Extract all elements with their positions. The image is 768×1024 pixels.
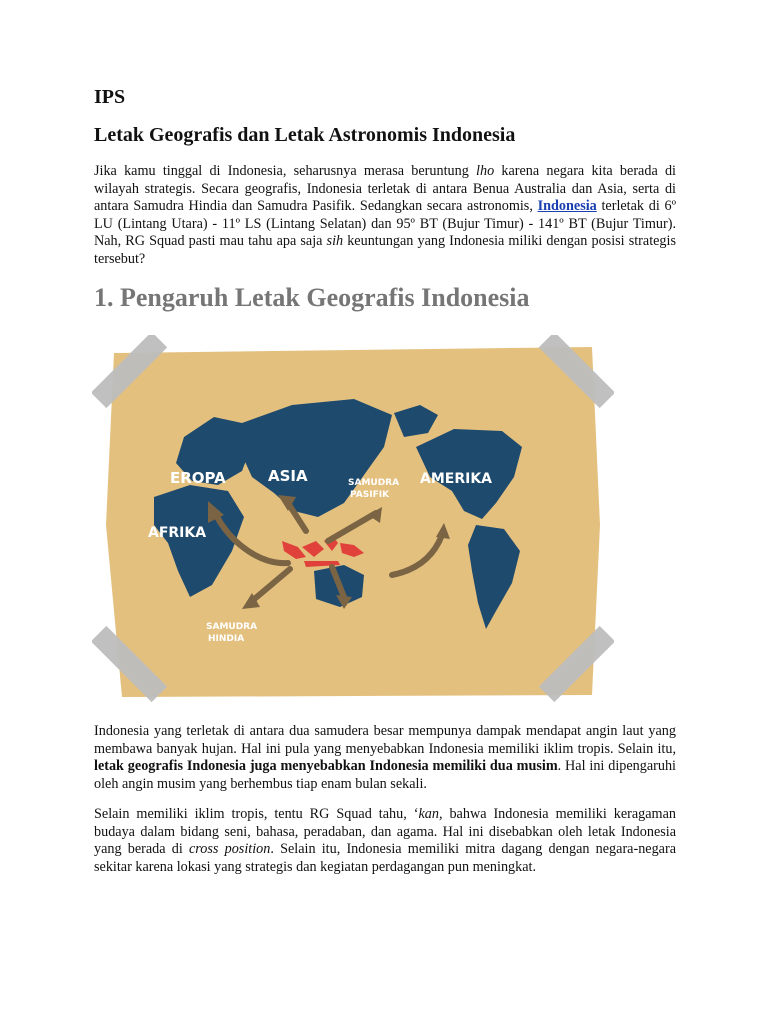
- label-eropa: EROPA: [170, 469, 226, 487]
- culture-text-1: Selain memiliki iklim tropis, tentu RG Squad tahu, ‘: [94, 806, 419, 822]
- climate-bold-text: letak geografis Indonesia juga menyebabkan Indonesia memiliki dua musim: [94, 758, 558, 775]
- intro-emphasis-sih: sih: [326, 233, 344, 250]
- label-amerika: AMERIKA: [420, 471, 493, 487]
- label-pasifik-line1: SAMUDRA: [348, 478, 400, 488]
- culture-text-3: . Selain itu, Indonesia memiliki mitra dagang dengan negara-negara sekitar karena lokasi yang strategis dan kegiatan perdagangan pun meningkat.: [94, 841, 676, 875]
- label-hindia-line1: SAMUDRA: [206, 622, 258, 632]
- indonesia-link[interactable]: Indonesia: [537, 198, 597, 215]
- label-asia: ASIA: [268, 467, 308, 485]
- culture-text-2: bahwa Indonesia memiliki keragaman budaya dalam bidang seni, bahasa, peradaban, dan agama. Hal ini disebabkan oleh letak Indonesia yang berada di: [94, 806, 676, 858]
- climate-text-1: Indonesia yang terletak di antara dua samudera besar mempunya dampak mendapat angin laut yang membawa banyak hujan. Hal ini pula yang menyebabkan Indonesia memiliki iklim tropis. Selain itu,: [94, 723, 676, 757]
- article-title: Letak Geografis dan Letak Astronomis Indonesia: [94, 124, 516, 146]
- intro-paragraph: [94, 163, 676, 269]
- climate-text-2: . Hal ini dipengaruhi oleh angin musim yang berhembus tiap enam bulan sekali.: [94, 758, 676, 792]
- intro-text-3: terletak di 6º LU (Lintang Utara) - 11º LS (Lintang Selatan) dan 95º BT (Bujur Timur) - 141º BT (Bujur Timur). Nah, RG Squad pasti mau tahu apa saja: [94, 198, 676, 250]
- intro-emphasis-lho: lho: [476, 163, 495, 179]
- subject-heading: IPS: [94, 86, 126, 108]
- climate-paragraph: [94, 723, 676, 793]
- culture-paragraph: [94, 806, 676, 876]
- label-hindia-line2: HINDIA: [208, 634, 245, 644]
- culture-emphasis-cross-position: cross position: [189, 841, 271, 858]
- intro-text-4: keuntungan yang Indonesia miliki dengan posisi strategis tersebut?: [94, 233, 676, 267]
- intro-text-2: karena negara kita berada di wilayah strategis. Secara geografis, Indonesia terletak di antara Benua Australia dan Asia, serta di antara Samudra Hindia dan Samudra Pasifik. Sedangkan secara astronomis,: [94, 163, 676, 215]
- label-afrika: AFRIKA: [148, 525, 207, 541]
- section-heading: 1. Pengaruh Letak Geografis Indonesia: [94, 283, 530, 312]
- culture-emphasis-kan: kan,: [418, 806, 443, 822]
- intro-text-1: Jika kamu tinggal di Indonesia, seharusnya merasa beruntung: [94, 163, 477, 179]
- world-map-image: [92, 335, 614, 707]
- label-pasifik-line2: PASIFIK: [350, 490, 390, 500]
